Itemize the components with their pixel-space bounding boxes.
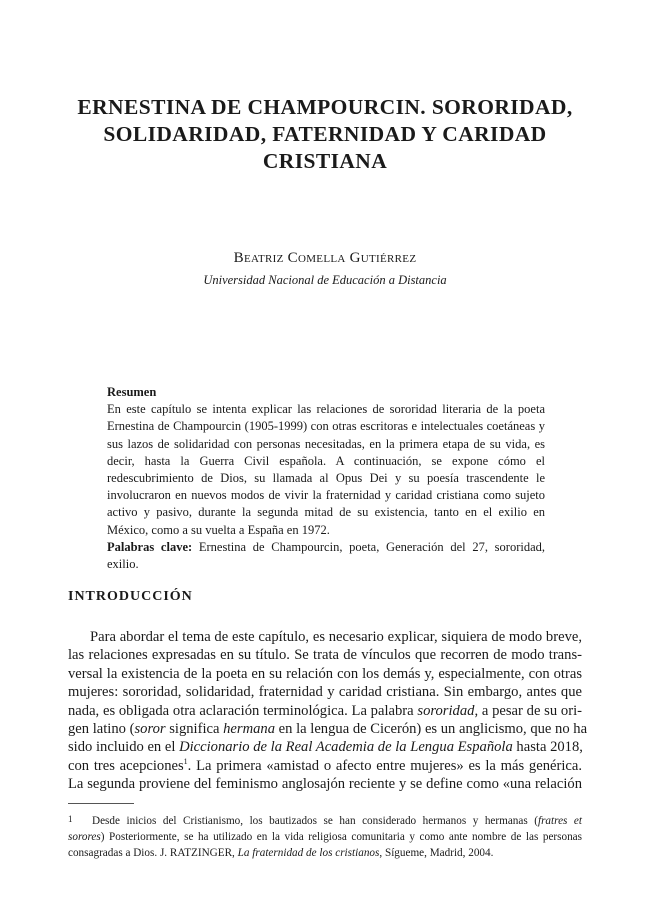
keywords-text: Ernestina de Champourcin, poeta, Generación del 27, sororidad, exilio. [107,539,545,572]
text-run: ) Posteriormente, se ha utilizado en la vida religiosa comunitaria y como ante nombre de las personas [100,830,582,843]
body-line [68,738,582,756]
text-run: , a pesar de su ori- [474,702,582,719]
italic-term: sororidad [417,702,475,719]
text-run: hasta 2018, [512,739,583,756]
text-run: . La primera «amistad o afecto entre mujeres» es la más genérica. [187,757,582,774]
text-run: , Sígueme, Madrid, 2004. [379,846,494,859]
italic-term: hermana [223,721,276,738]
text-run: significa [165,721,224,738]
keywords-label: Palabras clave: [107,539,193,554]
text-run: nada, es obligada otra aclaración terminológica. La palabra [68,702,418,719]
abstract-text: En este capítulo se intenta explicar las relaciones de sororidad literaria de la poeta Ernestina de Champourcin (1905-1999) con otras escritoras e intelectuales coetáneas y sus lazos de solidaridad con personas necesitadas, en la primera etapa de su vida, es decir, hasta la Guerra Civil española. A continuación, se expone cómo el redescubrimiento de Dios, su llamada al Opus Dei y su poesía trascendente le involucraron en nuevos modos de vivir la fraternidad y caridad cristiana como sujeto activo y pasivo, durante la segunda mitad de su existencia, tanto en el exilio en México, como a su vuelta a España en 1972. [107,402,545,537]
section-heading: INTRODUCCIÓN [68,589,193,604]
keywords-paragraph [107,539,545,573]
title-line-3: CRISTIANA [262,149,388,173]
text-run: gen latino ( [68,721,135,738]
text-run: consagradas a Dios. J. RATZINGER, [68,846,238,859]
body-line: las relaciones expresadas en su título. Se trata de vínculos que recorren de modo trans- [68,647,582,664]
footnote [68,812,582,861]
text-run: con tres acepciones [68,757,184,774]
title-line-2: SOLIDARIDAD, FATERNIDAD Y CARIDAD [103,122,547,146]
body-line [68,720,588,738]
footnote-line [68,846,582,862]
chapter-title [60,94,590,175]
text-run: en la lengua de Cicerón) es un anglicismo, que no ha [275,721,588,738]
footnote-number: 1 [68,814,73,824]
author-name: Beatriz Comella Gutiérrez [233,250,417,266]
italic-title: Diccionario de la Real Academia de la Lengua Española [179,739,513,756]
body-line: mujeres: sororidad, solidaridad, fraternidad y caridad cristiana. Sin embargo, antes que [68,684,582,701]
author-affiliation: Universidad Nacional de Educación a Distancia [203,273,447,287]
title-line-1: ERNESTINA DE CHAMPOURCIN. SORORIDAD, [77,95,573,119]
italic-term: fratres et [537,815,582,827]
body-line [68,702,582,720]
footnote-reference[interactable]: 1 [183,756,188,766]
text-run: Desde inicios del Cristianismo, los bautizados se han considerado hermanos y hermanas ( [92,815,538,827]
abstract-block [107,384,545,573]
body-line: La segunda proviene del feminismo anglosajón reciente y se define como «una relación [68,776,582,793]
footnote-divider [68,803,134,804]
footnote-line [68,830,582,846]
italic-term: soror [134,721,166,738]
body-line [68,757,582,775]
italic-term: sorores [68,830,101,843]
italic-title: La fraternidad de los cristianos [237,846,380,859]
body-line: Para abordar el tema de este capítulo, es necesario explicar, siquiera de modo breve, [90,629,582,645]
text-run: sido incluido en el [68,739,180,756]
body-paragraph [68,628,588,794]
footnote-line [68,812,582,830]
abstract-heading: Resumen [107,385,157,399]
body-line: versal la existencia de la poeta en su relación con los demás y, especialmente, con otras [68,665,582,682]
